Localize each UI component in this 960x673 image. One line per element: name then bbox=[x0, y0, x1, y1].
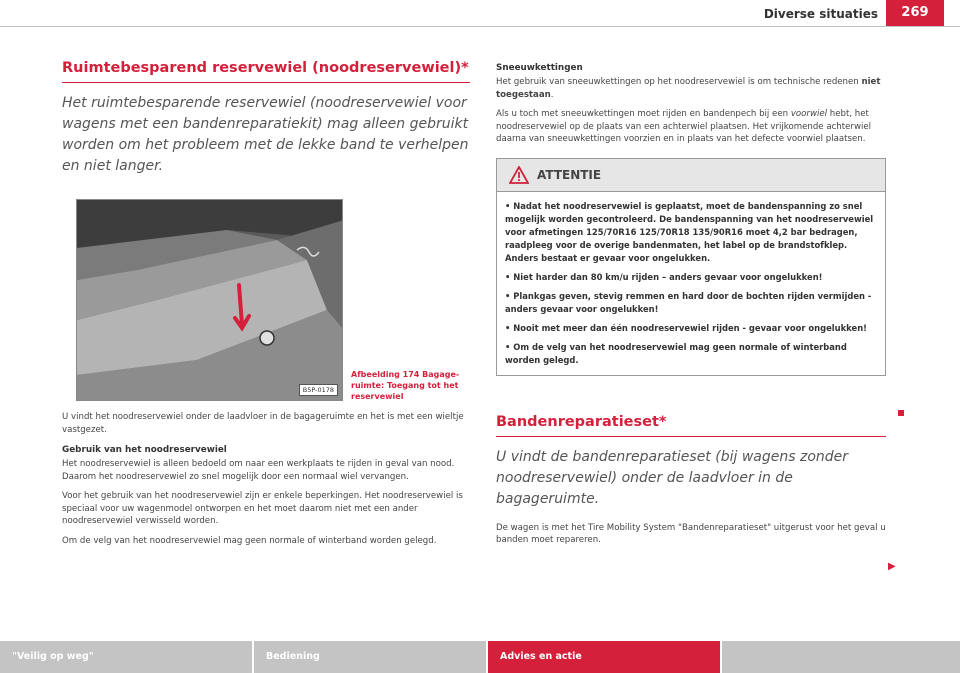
footer-tab-specs[interactable] bbox=[722, 641, 960, 673]
section-intro: U vindt de bandenreparatieset (bij wagens zonder noodreservewiel) onder de laadvloer in de bagageruimte. bbox=[496, 448, 849, 507]
warning-box bbox=[496, 158, 886, 376]
footer-tab-operation[interactable]: Bediening bbox=[254, 641, 486, 673]
paragraph bbox=[496, 108, 886, 146]
text: . bbox=[550, 89, 554, 100]
paragraph: Voor het gebruik van het noodreservewiel zijn er enkele beperkingen. Het noodreservewiel is speciaal voor uw wagenmodel ontworpen en het moet daarom niet met een ander noodreservewiel verwisseld worden. bbox=[62, 491, 463, 526]
right-column bbox=[496, 63, 886, 547]
figure-reference-tag: B5P-0178 bbox=[299, 384, 338, 396]
footer-tab-safety[interactable]: "Veilig op weg" bbox=[0, 641, 252, 673]
warning-item: • Om de velg van het noodreservewiel mag geen normale of winterband worden gelegd. bbox=[505, 341, 847, 365]
paragraph: Om de velg van het noodreservewiel mag geen normale of winterband worden gelegd. bbox=[62, 535, 437, 546]
page-header bbox=[0, 0, 960, 28]
paragraph bbox=[496, 76, 886, 101]
warning-item: • Plankgas geven, stevig remmen en hard door de bochten rijden vermijden - anders gevaar voor ongelukken! bbox=[505, 290, 872, 314]
header-divider bbox=[0, 26, 960, 27]
figure-block bbox=[62, 199, 470, 404]
section-intro: Het ruimtebesparende reservewiel (noodreservewiel voor wagens met een bandenreparatiekit) mag alleen gebruikt worden om het probleem met de lekke band te verhelpen en niet langer. bbox=[62, 95, 469, 174]
header-section-title: Diverse situaties bbox=[763, 7, 878, 21]
warning-item: • Nadat het noodreservewiel is geplaatst, moet de bandenspanning zo snel mogelijk worden gecontroleerd. De bandenspanning van het noodreservewiel voor afmetingen 125/70R16 125/70R18 135/90R16 moet 4,2 bar bedragen, raadpleeg voor de overige bandenmaten, het label op de brandstofklep. Anders bestaat er gevaar voor ongelukken. bbox=[505, 200, 874, 263]
page-number: 269 bbox=[886, 0, 944, 26]
warning-item: • Niet harder dan 80 km/u rijden – anders gevaar voor ongelukken! bbox=[505, 271, 823, 282]
footer-nav bbox=[0, 641, 960, 673]
warning-body bbox=[497, 192, 885, 375]
section-title-spare-wheel: Ruimtebesparend reservewiel (noodreservewiel)* bbox=[62, 60, 470, 83]
paragraph: Het noodreservewiel is alleen bedoeld om naar een werkplaats te rijden in geval van nood. Daarom het noodreservewiel zo snel mogelijk door een normaal wiel vervangen. bbox=[62, 459, 455, 482]
warning-title: ATTENTIE bbox=[537, 167, 602, 182]
left-column bbox=[62, 60, 470, 547]
footer-tab-advice[interactable]: Advies en actie bbox=[488, 641, 720, 673]
continue-arrow-icon: ▶ bbox=[888, 561, 896, 572]
warning-item: • Nooit met meer dan één noodreservewiel rijden - gevaar voor ongelukken! bbox=[505, 322, 867, 333]
italic-text: voorwiel bbox=[790, 109, 828, 119]
trunk-illustration bbox=[77, 200, 343, 401]
warning-header bbox=[497, 159, 885, 192]
section-title-repair-kit: Bandenreparatieset* bbox=[496, 414, 886, 437]
section-end-marker bbox=[898, 410, 904, 416]
paragraph: U vindt het noodreservewiel onder de laadvloer in de bagageruimte en het is met een wieltje vastgezet. bbox=[62, 412, 464, 435]
figure-trunk-image bbox=[76, 199, 343, 401]
emphasis-text: niet toegestaan bbox=[496, 77, 881, 100]
subheading-snow-chains: Sneeuwkettingen bbox=[496, 63, 583, 73]
figure-caption: Afbeelding 174 Bagage-ruimte: Toegang tot het reservewiel bbox=[351, 370, 460, 401]
text: Het gebruik van sneeuwkettingen op het noodreservewiel is om technische redenen bbox=[496, 77, 862, 87]
warning-triangle-icon bbox=[509, 166, 529, 184]
subheading: Gebruik van het noodreservewiel bbox=[62, 445, 227, 455]
text: Als u toch met sneeuwkettingen moet rijden en bandenpech bij een bbox=[496, 109, 791, 119]
text: hebt, het noodreservewiel op de plaats van een achterwiel plaatsen. Het vrijkomende achterwiel daarna van sneeuwkettingen voorzien en in plaats van het defecte voorwiel plaatsen. bbox=[496, 109, 872, 144]
paragraph: De wagen is met het Tire Mobility System "Bandenreparatieset" uitgerust voor het geval u banden moet repareren. bbox=[496, 522, 886, 545]
